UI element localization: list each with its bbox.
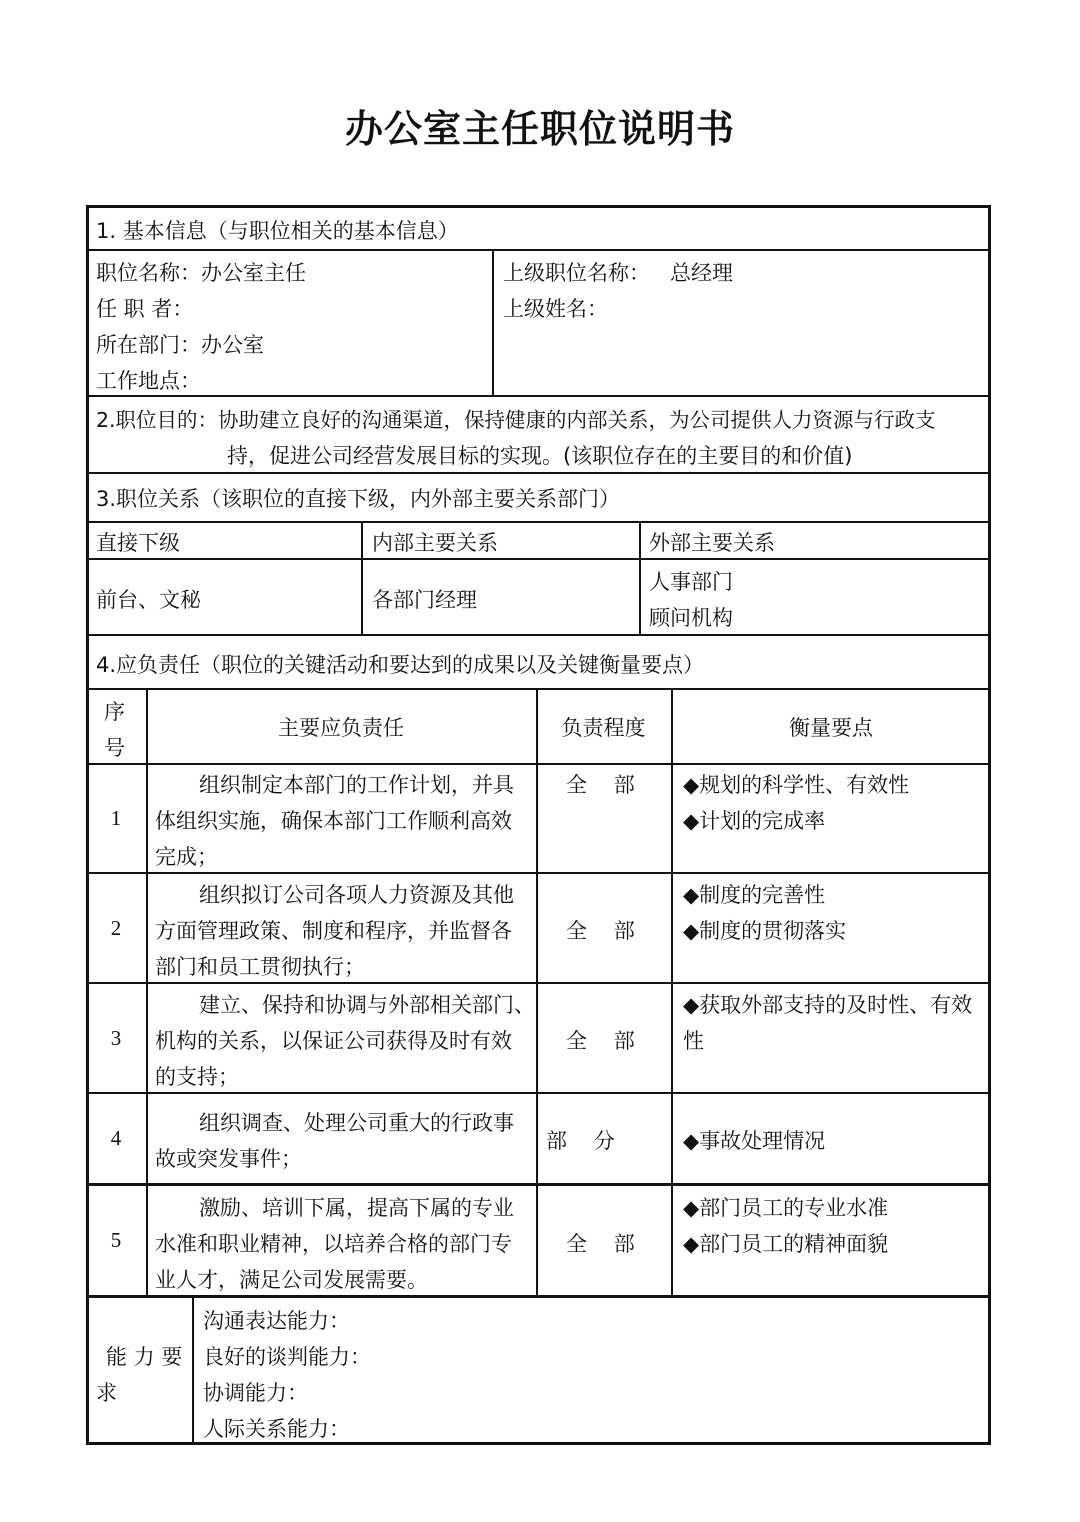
col-number: 号	[104, 736, 125, 760]
rule	[86, 249, 991, 251]
col-direct-subordinates: 直接下级	[96, 531, 180, 555]
measure-points: ◆制度的完善性 ◆制度的贯彻落实	[683, 883, 847, 943]
direct-subordinates: 前台、文秘	[96, 588, 201, 612]
responsibility-degree: 全 部	[566, 1029, 635, 1053]
col-degree: 负责程度	[561, 715, 646, 740]
rule	[536, 688, 538, 1295]
external-relation-item: 人事部门	[649, 570, 733, 594]
rule	[492, 249, 494, 395]
list-item: 协调能力：	[203, 1381, 308, 1405]
responsibility-degree: 全 部	[566, 1232, 635, 1256]
rule	[86, 395, 991, 397]
rule	[86, 634, 991, 636]
document-title: 办公室主任职位说明书	[344, 107, 735, 151]
rule	[86, 763, 991, 765]
row-number: 1	[110, 806, 122, 830]
row-number: 3	[110, 1025, 122, 1050]
superior-position: 上级职位名称： 总经理	[503, 261, 734, 285]
row-number: 2	[110, 915, 122, 940]
rule	[639, 521, 641, 634]
measure-points: ◆部门员工的专业水准 ◆部门员工的精神面貌	[683, 1196, 889, 1256]
purpose-line-2: 持，促进公司经营发展目标的实现。(该职位存在的主要目的和价值)	[227, 444, 853, 468]
department: 所在部门：办公室	[96, 333, 264, 357]
rule	[146, 688, 148, 1295]
table-row: 组织制定本部门的工作计划，并具 体组织实施，确保本部门工作顺利高效 完成；	[155, 773, 514, 869]
internal-relations: 各部门经理	[372, 588, 477, 612]
col-measure: 衡量要点	[789, 715, 873, 740]
list-item: 人际关系能力：	[203, 1417, 350, 1441]
row-number: 4	[110, 1126, 122, 1150]
table-row: 建立、保持和协调与外部相关部门、 机构的关系，以保证公司获得及时有效 的支持；	[155, 993, 535, 1089]
col-internal-relations: 内部主要关系	[372, 531, 498, 555]
rule	[86, 558, 991, 560]
col-external-relations: 外部主要关系	[649, 531, 775, 555]
table-row: 激励、培训下属，提高下属的专业 水准和职业精神，以培养合格的部门专 业人才，满足公司发展需要。	[155, 1196, 514, 1292]
table-row: 组织拟订公司各项人力资源及其他 方面管理政策、制度和程序，并监督各 部门和员工贯彻执行；	[155, 883, 514, 979]
responsibility-degree: 全 部	[566, 919, 635, 943]
responsibility-degree: 部 分	[546, 1129, 615, 1153]
duties-header: 4.应负责任（职位的关键活动和要达到的成果以及关键衡量要点）	[96, 653, 705, 677]
list-item: 沟通表达能力：	[203, 1309, 350, 1333]
col-duty: 主要应负责任	[278, 715, 404, 740]
basic-info-header: 1. 基本信息（与职位相关的基本信息）	[96, 219, 459, 243]
ability-label: 求	[96, 1381, 117, 1405]
col-number: 序	[104, 700, 125, 724]
measure-points: ◆规划的科学性、有效性 ◆计划的完成率	[683, 773, 910, 833]
rule	[86, 1183, 991, 1186]
list-item: 良好的谈判能力：	[203, 1345, 371, 1369]
rule	[192, 1295, 194, 1445]
holder: 任 职 者：	[96, 297, 194, 321]
superior-name: 上级姓名：	[503, 297, 608, 321]
rule	[86, 521, 991, 523]
external-relation-item: 顾问机构	[649, 606, 733, 630]
work-location: 工作地点：	[96, 369, 201, 393]
measure-points: ◆获取外部支持的及时性、有效 性	[683, 993, 973, 1053]
responsibility-degree: 全 部	[566, 773, 635, 797]
table-row: 组织调查、处理公司重大的行政事 故或突发事件；	[155, 1111, 514, 1171]
relations-header: 3.职位关系（该职位的直接下级，内外部主要关系部门）	[96, 487, 621, 511]
rule	[361, 521, 363, 634]
position-name: 职位名称：办公室主任	[96, 261, 306, 285]
ability-label: 能 力 要	[106, 1345, 183, 1369]
ability-list	[203, 1303, 903, 1447]
measure-points: ◆事故处理情况	[683, 1129, 826, 1153]
rule	[671, 688, 673, 1295]
purpose-line-1: 2.职位目的：协助建立良好的沟通渠道，保持健康的内部关系，为公司提供人力资源与行政支	[96, 408, 936, 432]
row-number: 5	[110, 1228, 122, 1252]
